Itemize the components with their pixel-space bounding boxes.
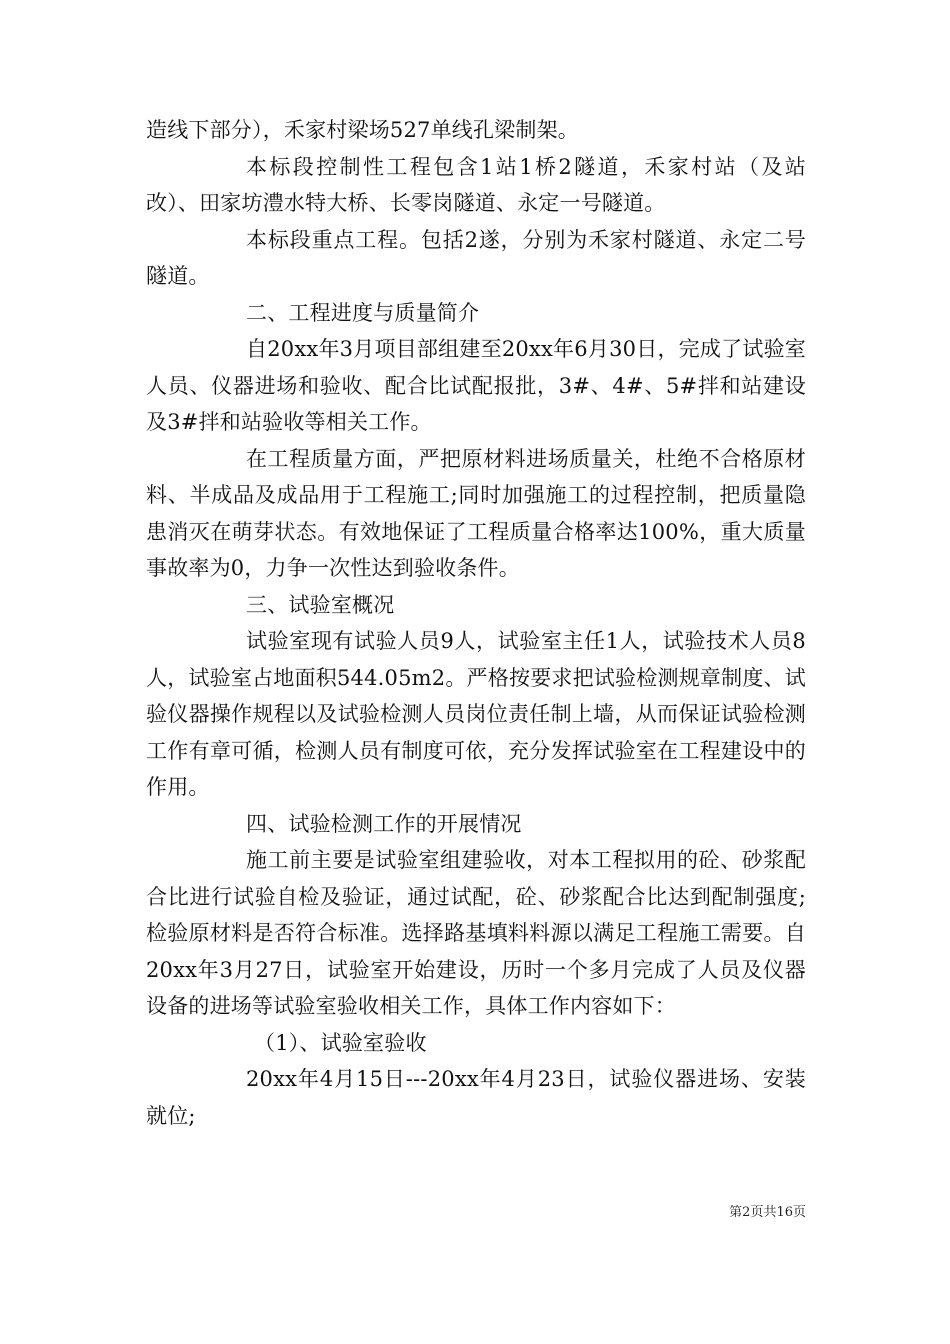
paragraph-4: 自20xx年3月项目部组建至20xx年6月30日，完成了试验室人员、仪器进场和验收、配合比试配报批，3#、4#、5#拌和站建设及3#拌和站验收等相关工作。: [146, 337, 806, 434]
subheading-1: （1）、试验室验收: [254, 1030, 427, 1055]
document-body: [146, 112, 806, 1134]
paragraph-6: 试验室现有试验人员9人，试验室主任1人，试验技术人员8人，试验室占地面积544.05m2。严格按要求把试验检测规章制度、试验仪器操作规程以及试验检测人员岗位责任制上墙，从而保证试验检测工作有章可循，检测人员有制度可依，充分发挥试验室在工程建设中的作用。: [146, 629, 806, 799]
paragraph-3: 本标段重点工程。包括2遂，分别为禾家村隧道、永定二号隧道。: [146, 227, 806, 288]
section-heading-4: 四、试验检测工作的开展情况: [246, 811, 522, 836]
paragraph-8: 20xx年4月15日---20xx年4月23日，试验仪器进场、安装就位;: [146, 1067, 806, 1128]
page-footer: 第2页共16页: [729, 1205, 806, 1220]
section-heading-2: 二、工程进度与质量简介: [246, 300, 480, 325]
paragraph-1: 造线下部分），禾家村梁场527单线孔梁制架。: [146, 118, 579, 142]
paragraph-2: 本标段控制性工程包含1站1桥2隧道，禾家村站（及站改）、田家坊澧水特大桥、长零岗隧道、永定一号隧道。: [146, 154, 806, 215]
paragraph-5: 在工程质量方面，严把原材料进场质量关，杜绝不合格原材料、半成品及成品用于工程施工;同时加强施工的过程控制，把质量隐患消灭在萌芽状态。有效地保证了工程质量合格率达100%，重大质量事故率为0，力争一次性达到验收条件。: [146, 446, 806, 580]
paragraph-7: 施工前主要是试验室组建验收，对本工程拟用的砼、砂浆配合比进行试验自检及验证，通过试配，砼、砂浆配合比达到配制强度;检验原材料是否符合标准。选择路基填料料源以满足工程施工需要。自20xx年3月27日，试验室开始建设，历时一个多月完成了人员及仪器设备的进场等试验室验收相关工作，具体工作内容如下：: [146, 848, 806, 1018]
section-heading-3: 三、试验室概况: [246, 592, 395, 617]
